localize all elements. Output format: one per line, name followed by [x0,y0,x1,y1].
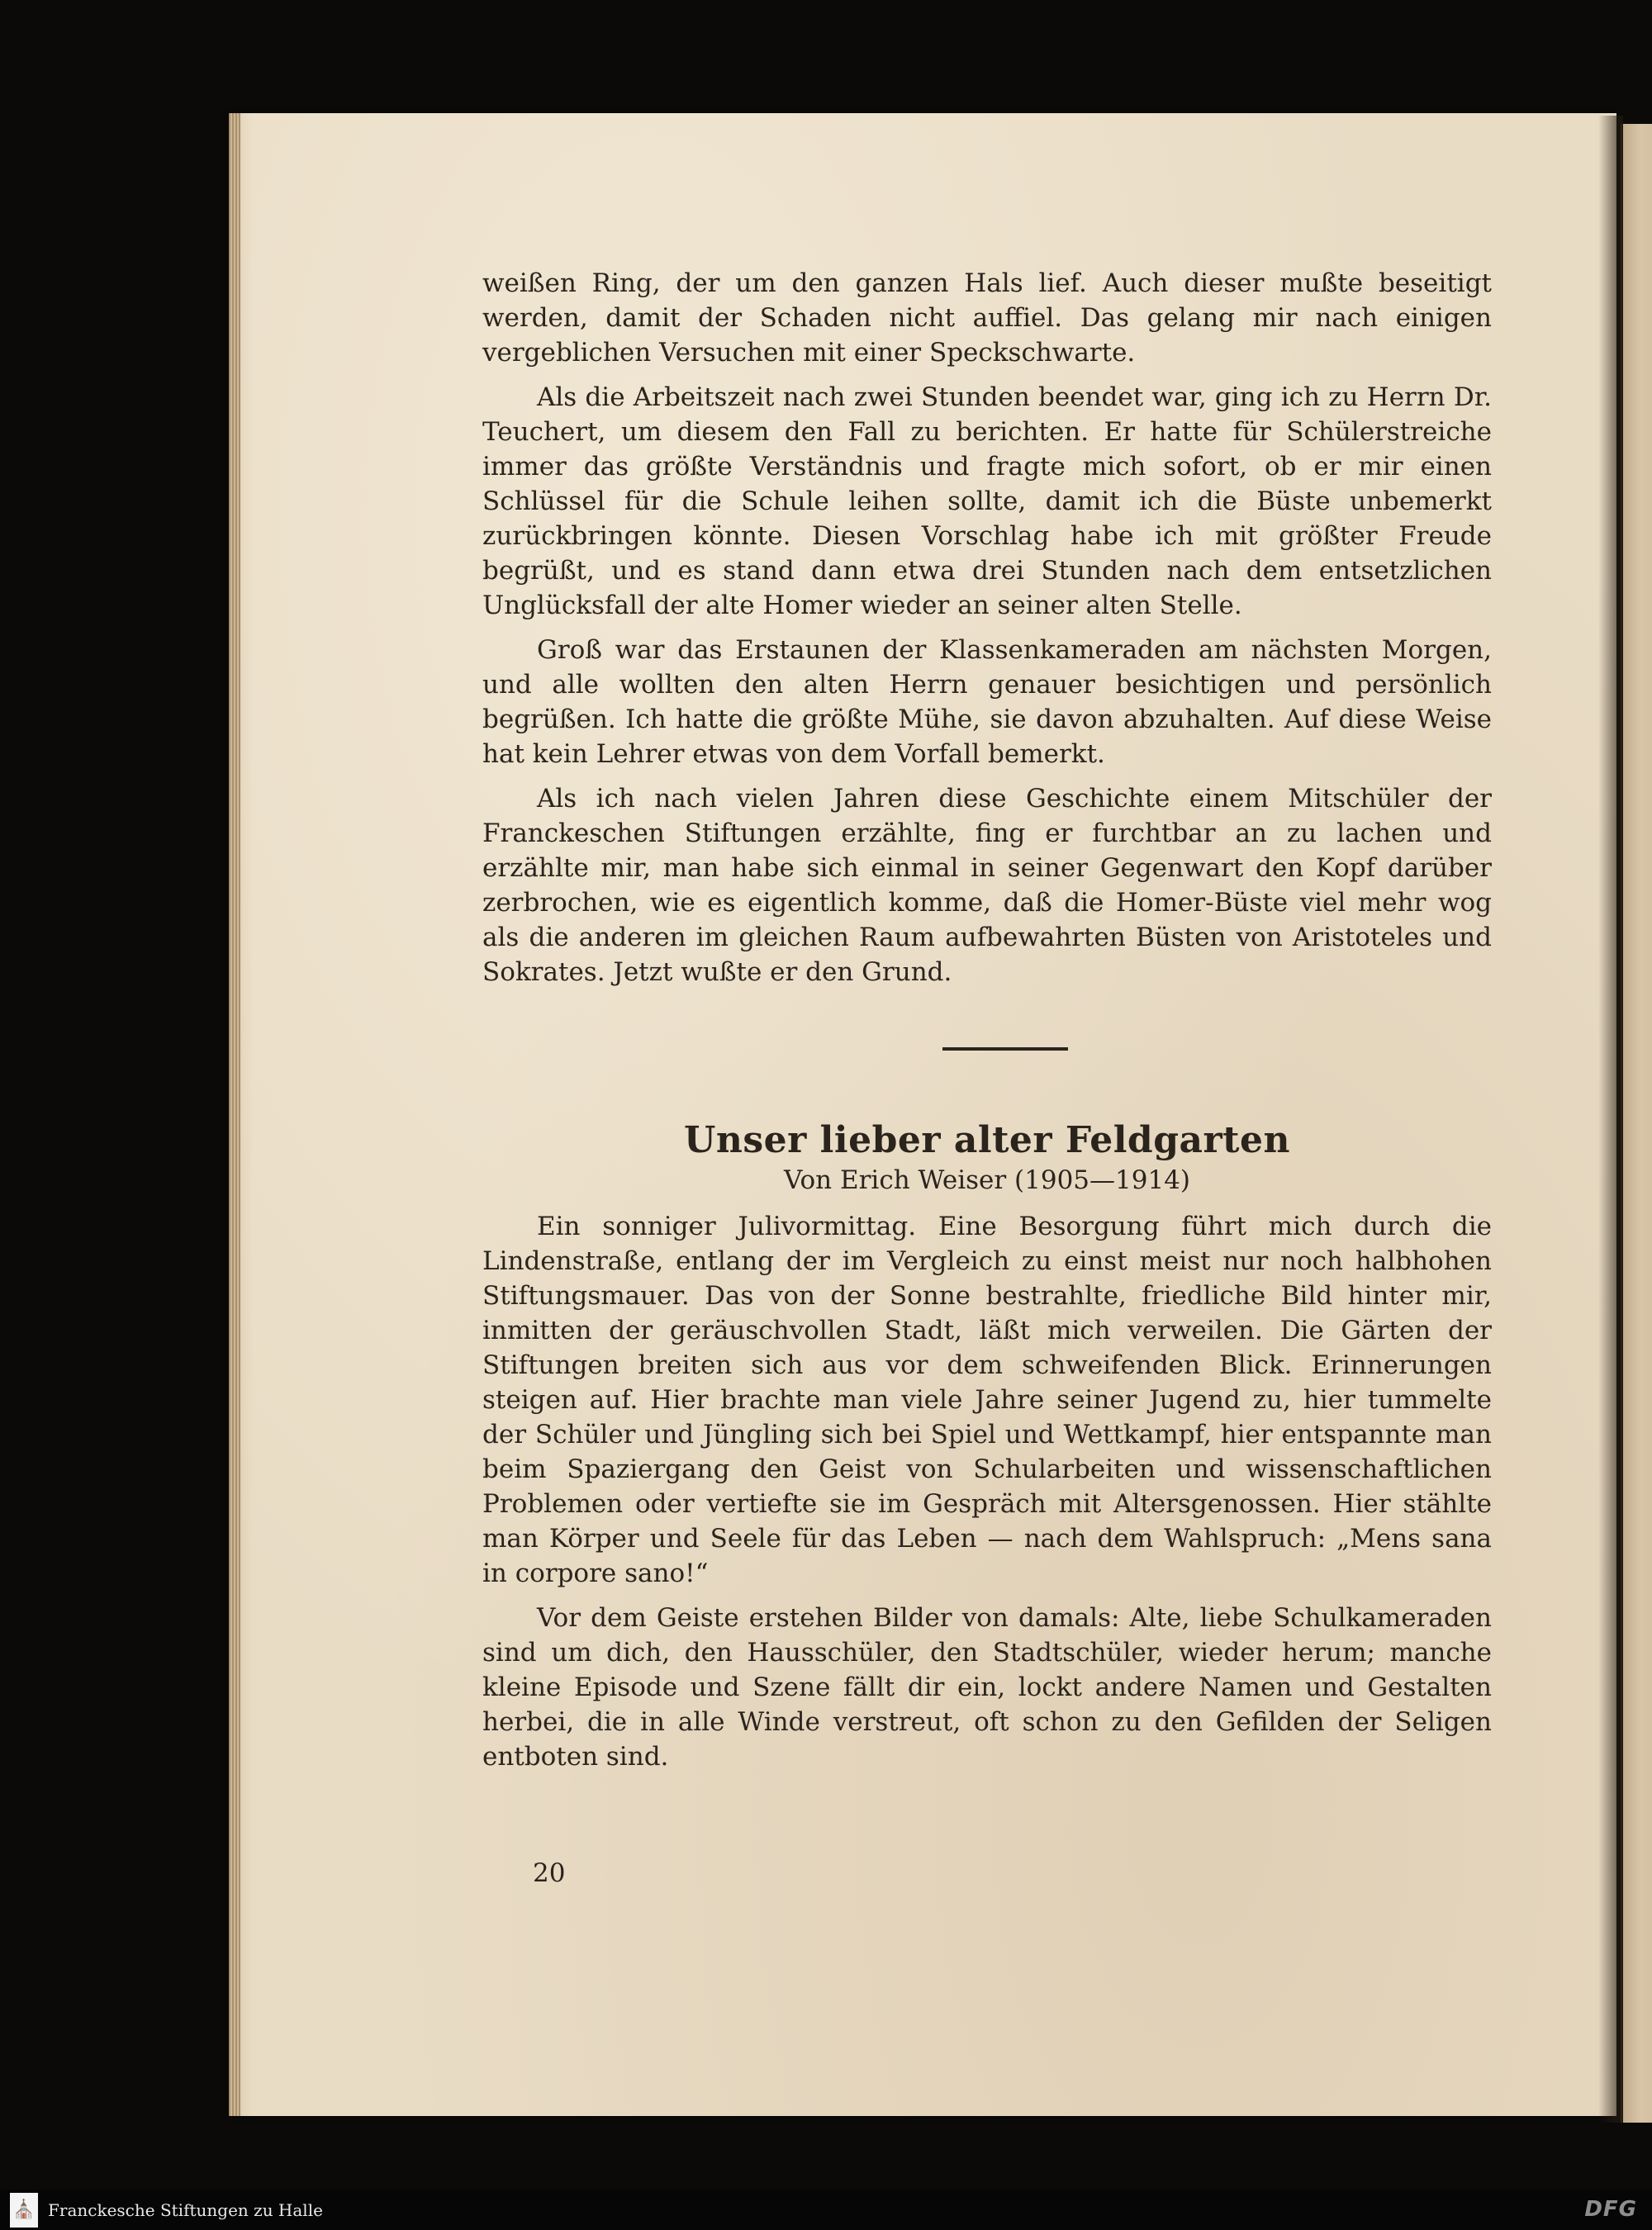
page-number: 20 [533,1858,566,1888]
paragraph: Vor dem Geiste erstehen Bilder von damals: Alte, liebe Schulkameraden sind um dich, den Hausschüler, den Stadtschüler, wieder herum; manche kleine Episode und Szene fällt dir ein, lockt andere Namen und Gestalten herbei, die in alle Winde verstreut, oft schon zu den Gefilden der Seligen entboten sind. [482,1603,1492,1772]
paragraph: weißen Ring, der um den ganzen Hals lief. Auch dieser mußte beseitigt werden, damit der Schaden nicht auffiel. Das gelang mir nach einigen vergeblichen Versuchen mit einer Speckschwarte. [482,268,1492,368]
next-page-edge [1621,124,1652,2123]
book-gutter [1598,116,1623,2123]
viewer-footer [0,2190,1652,2230]
paragraph: Groß war das Erstaunen der Klassenkameraden am nächsten Morgen, und alle wollten den alten Herrn genauer besichtigen und persönlich begrüßen. Ich hatte die größte Mühe, sie davon abzuhalten. Auf diese Weise hat kein Lehrer etwas von dem Vorfall bemerkt. [482,635,1492,769]
article-byline: Von Erich Weiser (1905—1914) [783,1165,1191,1195]
page-stack-edge [229,113,240,2116]
section-divider [942,1047,1068,1051]
institution-logo-icon[interactable]: ⛪ [10,2193,38,2228]
dfg-logo[interactable]: DFG [1584,2197,1637,2222]
paragraph: Als ich nach vielen Jahren diese Geschichte einem Mitschüler der Franckeschen Stiftungen erzählte, fing er furchtbar an zu lachen und erzählte mir, man habe sich einmal in seiner Gegenwart den Kopf darüber zerbrochen, wie es eigentlich komme, daß die Homer-Büste viel mehr wog als die anderen im gleichen Raum aufbewahrten Büsten von Aristoteles und Sokrates. Jetzt wußte er den Grund. [482,784,1492,987]
article-title: Unser lieber alter Feldgarten [684,1119,1290,1161]
paragraph: Ein sonniger Julivormittag. Eine Besorgung führt mich durch die Lindenstraße, entlang der im Vergleich zu einst meist nur noch halbhohen Stiftungsmauer. Das von der Sonne bestrahlte, friedliche Bild hinter mir, inmitten der geräuschvollen Stadt, läßt mich verweilen. Die Gärten der Stiftungen breiten sich aus vor dem schweifenden Blick. Erinnerungen steigen auf. Hier brachte man viele Jahre seiner Jugend zu, hier tummelte der Schüler und Jüngling sich bei Spiel und Wettkampf, hier entspannte man beim Spaziergang den Geist von Schularbeiten und wissenschaftlichen Problemen oder vertiefte sie im Gespräch mit Altersgenossen. Hier stählte man Körper und Seele für das Leben — nach dem Wahlspruch: „Mens sana in corpore sano!“ [482,1212,1492,1588]
page-text [482,266,1492,1784]
paragraph: Als die Arbeitszeit nach zwei Stunden beendet war, ging ich zu Herrn Dr. Teuchert, um diesem den Fall zu berichten. Er hatte für Schülerstreiche immer das größte Verständnis und fragte mich sofort, ob er mir einen Schlüssel für die Schule leihen sollte, damit ich die Büste unbemerkt zurückbringen könnte. Diesen Vorschlag habe ich mit größter Freude begrüßt, und es stand dann etwa drei Stunden nach dem entsetzlichen Unglücksfall der alte Homer wieder an seiner alten Stelle. [482,382,1492,620]
institution-name[interactable]: Franckesche Stiftungen zu Halle [48,2199,323,2220]
